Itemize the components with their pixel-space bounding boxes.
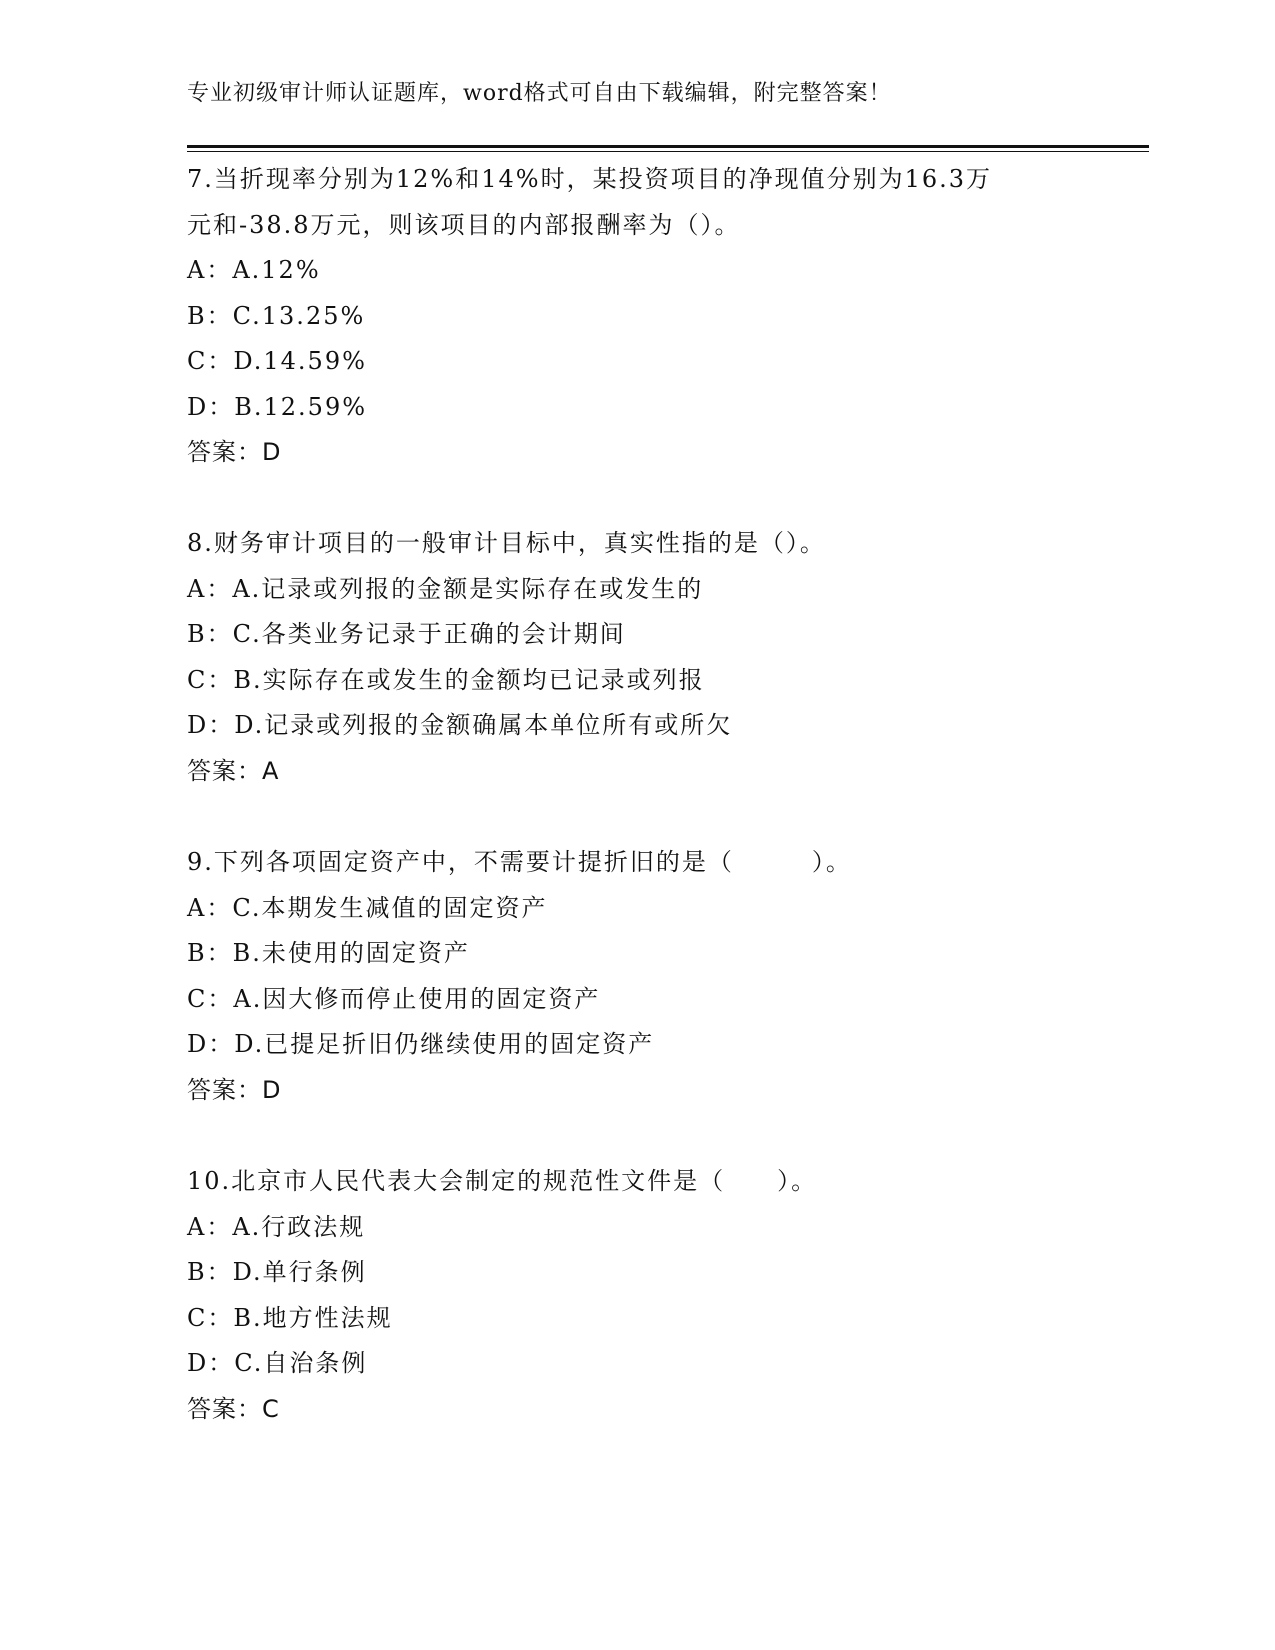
question-stem-line: 7.当折现率分别为12%和14%时，某投资项目的净现值分别为16.3万: [187, 165, 993, 193]
option-d: D：C.自治条例: [187, 1349, 368, 1377]
option-d: D：D.已提足折旧仍继续使用的固定资产: [187, 1030, 655, 1058]
question-stem-line: 元和-38.8万元，则该项目的内部报酬率为（）。: [187, 210, 741, 239]
question-stem-line: 8.财务审计项目的一般审计目标中，真实性指的是（）。: [187, 529, 826, 557]
header-rule-thick: [187, 145, 1149, 148]
question-8: [187, 521, 1087, 794]
answer-line: 答案：C: [187, 1394, 280, 1423]
answer-line: 答案：D: [187, 1075, 282, 1104]
header-rule-thin: [187, 151, 1149, 152]
option-d: D：D.记录或列报的金额确属本单位所有或所欠: [187, 711, 733, 739]
page-header: 专业初级审计师认证题库，word格式可自由下载编辑，附完整答案！: [187, 81, 892, 106]
option-a: A：A.12%: [187, 256, 321, 284]
option-a: A：A.行政法规: [187, 1212, 366, 1241]
option-b: B：C.13.25%: [187, 301, 366, 330]
option-c: C：D.14.59%: [187, 347, 367, 375]
option-b: B：B.未使用的固定资产: [187, 939, 470, 967]
question-stem-line: 10.北京市人民代表大会制定的规范性文件是（ ）。: [187, 1167, 818, 1195]
option-a: A：C.本期发生减值的固定资产: [187, 893, 548, 922]
option-a: A：A.记录或列报的金额是实际存在或发生的: [187, 574, 704, 603]
question-7: [187, 157, 1087, 476]
option-c: C：A.因大修而停止使用的固定资产: [187, 984, 601, 1013]
question-9: [187, 840, 1087, 1113]
question-stem-line: 9.下列各项固定资产中，不需要计提折旧的是（ ）。: [187, 848, 852, 876]
option-b: B：D.单行条例: [187, 1258, 367, 1286]
option-c: C：B.实际存在或发生的金额均已记录或列报: [187, 665, 705, 694]
question-10: [187, 1159, 1087, 1432]
answer-line: 答案：A: [187, 756, 280, 785]
option-d: D：B.12.59%: [187, 392, 368, 421]
option-c: C：B.地方性法规: [187, 1303, 393, 1332]
option-b: B：C.各类业务记录于正确的会计期间: [187, 620, 626, 648]
answer-line: 答案：D: [187, 438, 282, 466]
